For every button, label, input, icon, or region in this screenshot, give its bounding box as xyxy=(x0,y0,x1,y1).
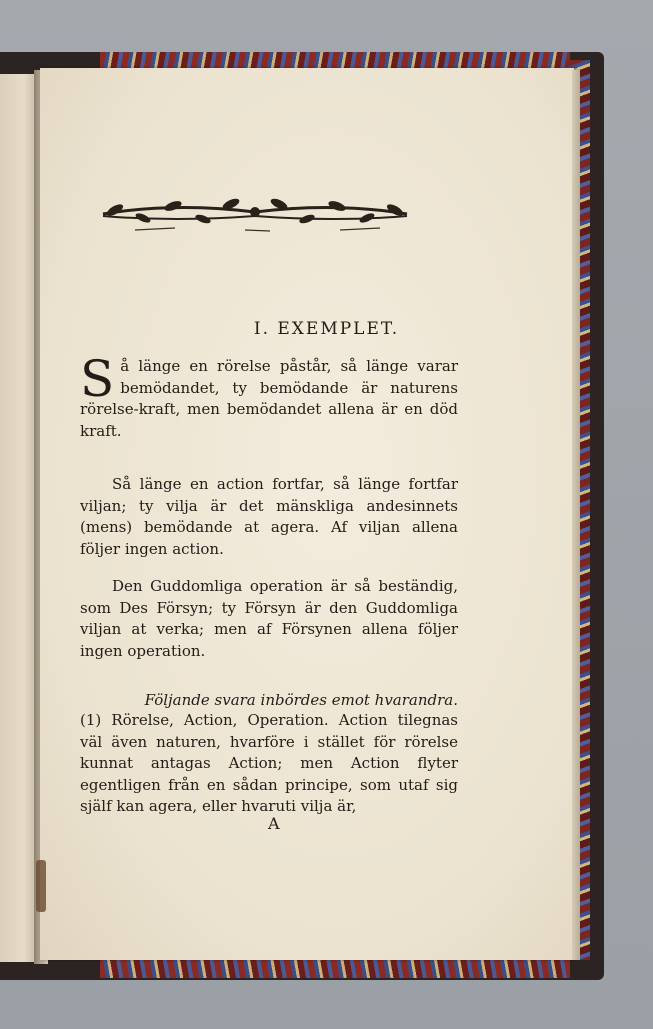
floral-ornament-icon xyxy=(95,192,415,236)
catchword: A xyxy=(268,814,280,833)
page-fore-edge xyxy=(572,70,580,960)
chapter-heading: I. EXEMPLET. xyxy=(253,319,400,339)
paragraph-4: (1) Rörelse, Action, Operation. Action tilegnas väl även naturen, hvarföre i stället för rörelse kunnat antagas Action; men Action flyter egentligen från en sådan principe, som utaf sig själf kan agera, eller hvaruti vilja är, xyxy=(80,711,458,815)
paragraph-2: Så länge en action fortfar, så länge fortfar viljan; ty vilja är det mänskliga andesinnets (mens) bemödande at agera. Af viljan allena följer ingen action. xyxy=(80,475,458,558)
paragraph-3: Den Guddomliga operation är så beständig, som Des Försyn; ty Försyn är den Guddomliga viljan at verka; men af Försynen allena följer ingen operation. xyxy=(80,577,458,660)
paragraph-1-text: å länge en rörelse påstår, så länge varar bemödandet, ty bemödande är naturens rörelse-kraft, men bemödandet allena är en död kraft. xyxy=(80,357,458,440)
paragraph-1 xyxy=(80,350,458,442)
drop-cap: S xyxy=(80,350,115,408)
page-stain xyxy=(36,860,46,912)
marbled-board-bottom xyxy=(100,958,570,978)
section-heading: Följande svara inbördes emot hvarandra. xyxy=(144,691,458,709)
section-heading-block xyxy=(80,690,458,712)
